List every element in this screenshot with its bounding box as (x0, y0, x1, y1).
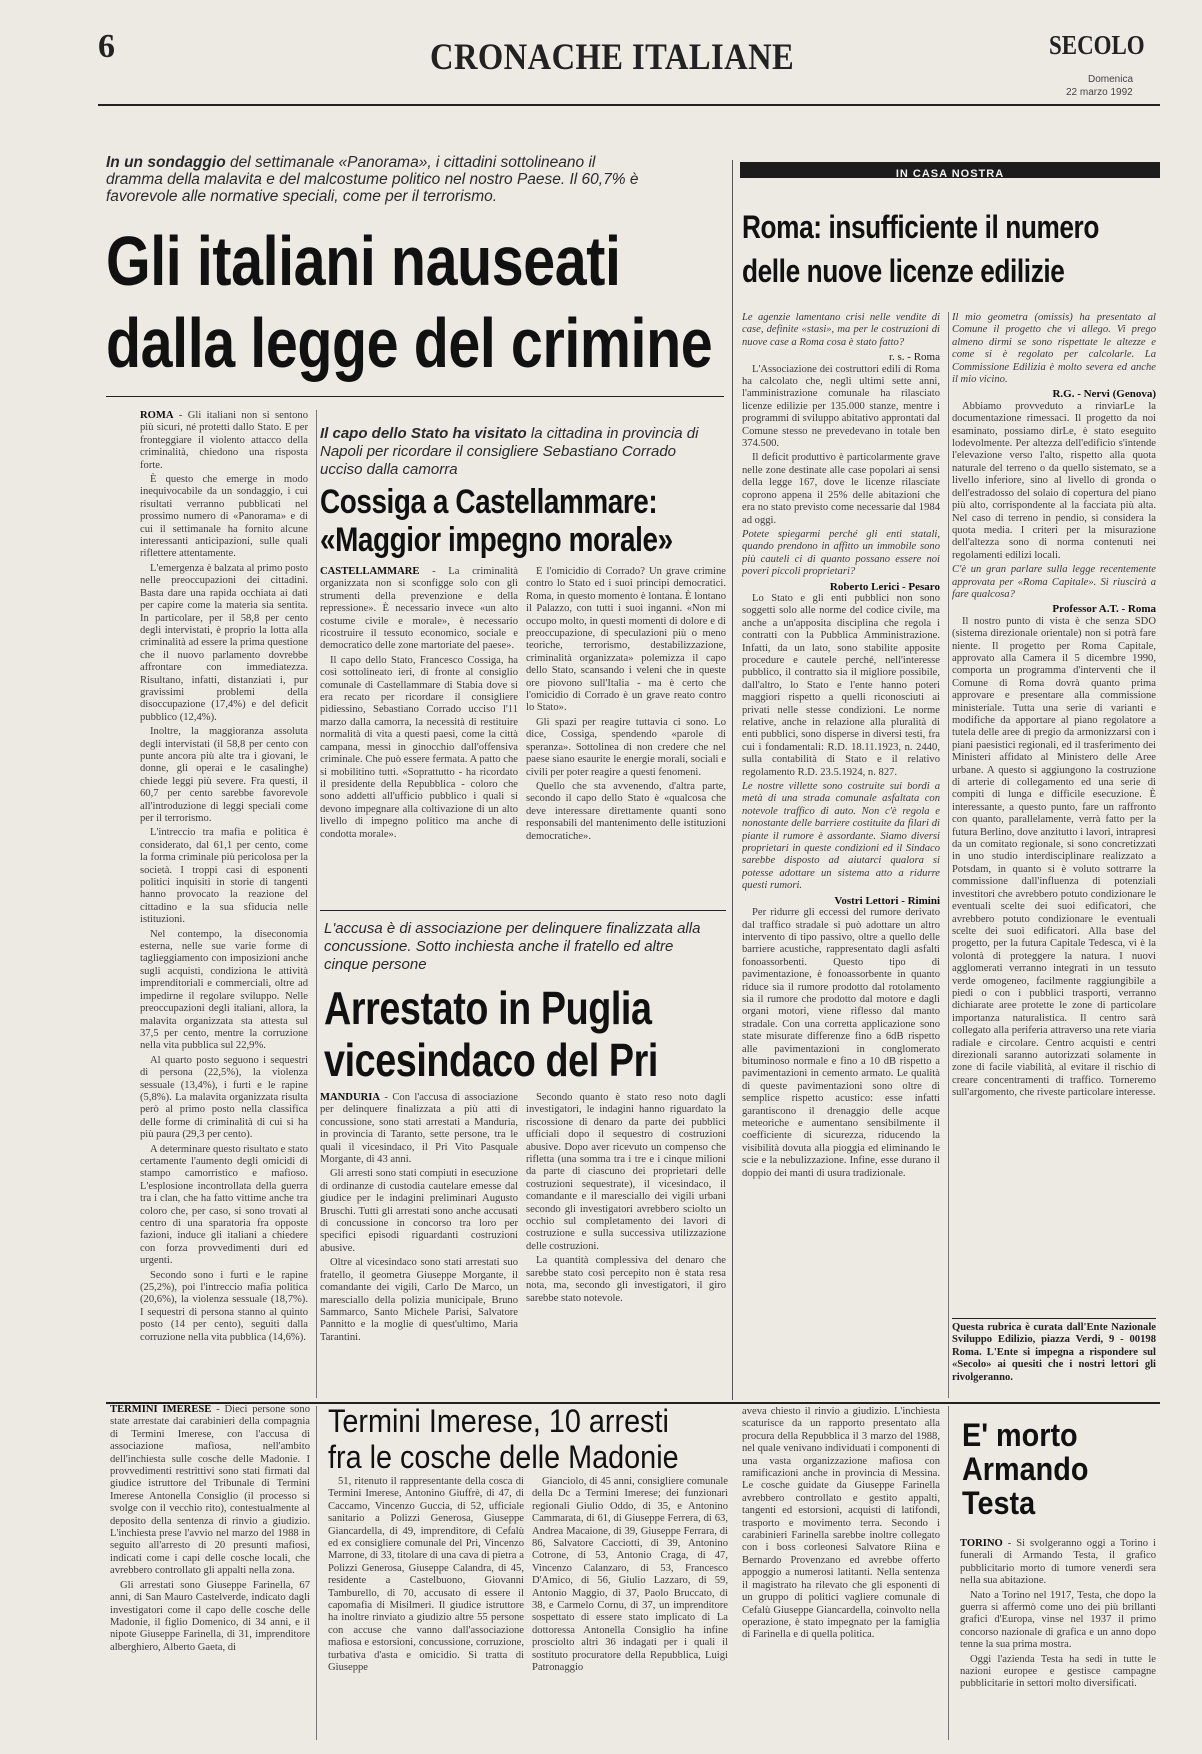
cossiga-headline-2: «Maggior impegno morale» (320, 521, 673, 559)
roma-letter-signature (952, 603, 1156, 615)
page-number: 6 (98, 28, 115, 65)
footer-note-text: Questa rubrica è curata dall'Ente Nazionale Sviluppo Edilizio, piazza Verdi, 9 - 00198 Roma. L'Ente si impegna a rispondere sul «Secolo» ai quesiti che i nostri lettori gli rivolgeranno. (952, 1322, 1156, 1383)
puglia-headline-1: Arrestato in Puglia (324, 982, 652, 1034)
testa-dateline: TORINO (960, 1538, 1003, 1549)
roma-headline-1: Roma: insufficiente il numero (742, 209, 1099, 245)
signature-text: R.G. - Nervi (Genova) (1052, 388, 1156, 401)
main-body: ROMA - Gli italiani non si sentono più sicuri, né protetti dallo Stato. E per fronteggiare il violento attacco della criminalità, chiedono una risposta forte. È questo che emerge in modo inequivocabile da un sondaggio, i cui risultati verranno pubblicati nel prossimo numero di «Panorama» e di cui il settimanale ha fornito alcune interessanti anticipazioni, sulle quali riflettere attentamente. L'emergenza è balzata al primo posto nelle preoccupazioni dei cittadini. Basta dare una rapida occhiata ai dati per capire come la materia sia sentita. In particolare, per il 58,8 per cento degli intervistati, è proprio la lotta alla criminalità ad essere la prima questione che il nuovo parlamento dovrebbe affrontare con immediatezza. Risultano, infatti, distanziati i, pur gravissimi problemi della disoccupazione (17,4%) e del deficit pubblico (12,4%). Inoltre, la maggioranza assoluta degli intervistati (il 58,8 per cento con punte ancora più alte tra i giovani, le donne, gli operai e le casalinghe) chiede leggi più severe. Fra questi, il 60,7 per cento sarebbe favorevole all'introduzione di leggi speciali come per il terrorismo. L'intreccio tra mafia e politica è considerato, dal 61,1 per cento, come la forma criminale più pericolosa per la società. I troppi casi di esponenti politici inquisiti in storie di tangenti hanno provocato la reazione del cittadino e la sua sfiducia nelle istituzioni. Nel contempo, la diseconomia esterna, nelle sue varie forme di taglieggiamento con imposizioni anche sugli acquisti, condiziona le attività imprenditoriali e commerciali, oltre ad impedirne il regolare sviluppo. Nelle preoccupazioni degli italiani, allora, la malavita organizzata sta attesta sul 37,5 per cento, mentre la corruzione nella vita pubblica sul 22,9%. Al quarto posto seguono i sequestri di persona (22,5%), la violenza sessuale (13,4%), i furti e le rapine (5,8%). La malavita organizzata risulta però al primo posto nella classifica delle forme di criminalità di cui si ha più paura (29,3 per cento). A determinare questo risultato e stato certamente l'aumento degli omicidi di stampo camorristico e mafioso. L'esplosione incontrollata della guerra tra i clan, che ha fatto vittime anche tra coloro che, per caso, si sono trovati al centro di una sparatoria fra opposte fazioni, induce gli italiani a chiedere con forza provvedimenti duri ed urgenti. Secondo sono i furti e le rapine (25,2%), poi l'intreccio mafia politica (20,6%), la violenza sessuale (18,7%). I sequestri di persona stanno al quinto posto (14 per cento), seguiti dalla corruzione nella vita pubblica (14,6%). (140, 410, 308, 1343)
termini-paragraph: Gli arrestati sono Giuseppe Farinella, 67 anni, di San Mauro Castelverde, indicato dagli investigatori come il capo delle cosche delle Madonie, il figlio Domenico, di 34 anni, e il nipote Giuseppe Farinella, di 31, imprenditore alberghiero, Alberto Gaeta, di (110, 1579, 310, 1653)
puglia-kicker-text: L'accusa è di associazione per delinquere finalizzata alla concussione. Sotto inchiesta anche il fratello ed altre cinque persone (324, 920, 701, 973)
puglia-paragraph: Oltre al vicesindaco sono stati arrestati suo fratello, il geometra Giuseppe Morgante, il comandante dei vigili, Carlo De Marco, un maresciallo della polizia municipale, Bruno Sammarco, Santo Michele Parisi, Salvatore Pannitto e la moglie di quest'ultimo, Maria Tarantini. (320, 1257, 518, 1343)
main-headline-1: Gli italiani nauseati (106, 222, 621, 300)
main-paragraph: È questo che emerge in modo inequivocabile da un sondaggio, i cui risultati verranno pubblicati nel prossimo numero di «Panorama» e di cui il settimanale ha fornito alcune interessanti anticipazioni, sulle quali riflettere attentamente. (140, 474, 308, 560)
main-headline-2: dalla legge del crimine (106, 304, 713, 382)
in-casa-nostra-label: IN CASA NOSTRA (895, 168, 1005, 180)
testa-paragraph: Nato a Torino nel 1917, Testa, che dopo la guerra si affermò come uno dei più brillanti grafici d'Europa, vinse nel 1937 il primo concorso nazionale di grafica e un anno dopo tenne la sua prima mostra. (960, 1589, 1156, 1651)
puglia-paragraph: La quantità complessiva del denaro che sarebbe stato così percepito non è stata resa nota, ma, secondo gli investigatori, il giro sarebbe stato notevole. (526, 1255, 726, 1304)
cossiga-rule (320, 910, 726, 911)
testa-headline-1: E' morto (962, 1417, 1078, 1453)
cossiga-paragraph: La criminalità organizzata non si sconfigge solo con gli strumenti della prevenzione e della repressione». È necessario invece «un alto costume civile e morale», è necessario ricostruire il tessuto economico, sociale e democratico delle zone martoriate del paese». (320, 566, 518, 652)
roma-letter-signature (742, 895, 940, 907)
cossiga-paragraph: Quello che sta avvenendo, d'altra parte, secondo il capo dello Stato è «qualcosa che deve interessare direttamente quanti sono responsabili del mantenimento delle istituzioni democratiche». (526, 780, 726, 842)
main-paragraph: Nel contempo, la diseconomia esterna, nelle sue varie forme di taglieggiamento con imposizioni anche sugli acquisti, condiziona le attività imprenditoriali e commerciali, oltre ad impedirne il regolare sviluppo. Nelle preoccupazioni degli italiani, allora, la malavita organizzata sta attesta sul 37,5 per cento, mentre la corruzione nella vita pubblica sul 22,9%. (140, 928, 308, 1052)
testa-body: TORINO - Si svolgeranno oggi a Torino i funerali di Armando Testa, il grafico pubblicitario morto di tumore venerdì sera nella sua abitazione. Nato a Torino nel 1917, Testa, che dopo la guerra si affermò come uno dei più brillanti grafici d'Europa, vinse nel 1937 il primo concorso nazionale di grafica e un anno dopo tenne la sua prima mostra. Oggi l'azienda Testa ha sedi in tutte le nazioni europee e gestisce campagne pubblicitarie in settori molto diversificati. (960, 1538, 1156, 1690)
termini-col-1: TERMINI IMERESE - Dieci persone sono state arrestate dai carabinieri della compagnia di Termini Imerese, con l'accusa di associazione mafiosa, nell'ambito dell'inchiesta sulle cosche delle Madonie. I provvedimenti restrittivi sono stati firmati dal giudice istruttore del Tribunale di Termini Imerese Antonella Consiglio (il processo si svolge con il vecchio rito), contestualmente al deposito della sentenza di rinvio a giudizio. L'inchiesta prese l'avvio nel marzo del 1988 in seguito all'arresto di 20 presunti mafiosi, indicati come i capi delle cosche locali, che avrebbero controllato gli appalti nella zona. Gli arrestati sono Giuseppe Farinella, 67 anni, di San Mauro Castelverde, indicato dagli investigatori come il capo delle cosche delle Madonie, il figlio Domenico, di 34 anni, e il nipote Giuseppe Farinella, di 31, imprenditore alberghiero, Alberto Gaeta, di (110, 1404, 310, 1653)
section-title: CRONACHE ITALIANE (430, 37, 795, 78)
main-paragraph: Inoltre, la maggioranza assoluta degli intervistati (il 58,8 per cento con punte ancora più alte tra i giovani, le donne, gli operai e le casalinghe) chiede leggi più severe. Fra questi, il 60,7 per cento sarebbe favorevole all'introduzione di leggi speciali come per il terrorismo. (140, 726, 308, 824)
testa-paragraph: Si svolgeranno oggi a Torino i funerali di Armando Testa, il grafico pubblicitario morto di tumore venerdì sera nella sua abitazione. (960, 1538, 1156, 1587)
cossiga-paragraph: Gli spazi per reagire tuttavia ci sono. Lo dice, Cossiga, spendendo «parole di speranza». Sottolinea di non credere che nel paese siano esaurite le energie morali, sociali e civili per poter reagire a questi fenomeni. (526, 716, 726, 778)
puglia-paragraph: Con l'accusa di associazione per delinquere finalizzata a più atti di concussione, sono stati arrestati a Manduria, in provincia di Taranto, sette persone, tra le quali il vicesindaco, il Pri Vito Pasquale Morgante, di 43 anni. (320, 1092, 518, 1166)
cossiga-kicker (320, 425, 700, 479)
masthead-rule (98, 104, 1160, 106)
main-paragraph: L'emergenza è balzata al primo posto nelle preoccupazioni dei cittadini. Basta dare una rapida occhiata ai dati per capire come la materia sia sentita. In particolare, per il 58,8 per cento degli intervistati, è proprio la lotta alla criminalità ad essere la prima questione che il nuovo parlamento dovrebbe affrontare con immediatezza. Risultano, infatti, distanziati i, pur gravissimi problemi della disoccupazione (17,4%) e del deficit pubblico (12,4%). (140, 562, 308, 723)
issue-day: Domenica (1088, 74, 1134, 85)
roma-footer-note (952, 1322, 1156, 1398)
roma-answer: Abbiamo provveduto a rinviarLe la documentazione rimessaci. Il progetto da noi esaminato, possiamo dirLe, è stato eseguito lodevolmente. Per altezza dell'edificio s'intende l'elevazione verso l'alto, rispetto alla quota naturale del terreno o da quello sistemato, se a livello inferiore, sino al livello di gronda o dell'estradosso del solaio di copertura del piano più alto, corrispondente al la facciata più alta. Nel caso di terreno in pendio, si considera la quota media. I criteri per la misurazione dell'altezza sono di norma contenuti nei regolamenti edilizi locali. (952, 400, 1156, 561)
testa-headline-2: Armando (962, 1451, 1089, 1487)
roma-answer: Il nostro punto di vista è che senza SDO (sistema direzionale orientale) non si potrà fare niente. Il progetto per Roma Capitale, approvato alla Camera il 5 dicembre 1990, comporta un programma d'interventi che il Comune di Roma dovrà quanto prima approvare e presentare alla commissione ministeriale. Tutta una serie di varianti e modifiche da apportare al piano regolatore a tutela delle aree di pregio da armonizzarsi con i piani paesistici regionali, ed il trasferimento dei Ministeri affidato al Ministero delle Aree urbane. A questo si aggiungono la costruzione di arterie di collegamento ed una serie di compiti di lunga e difficile esecuzione. È interessante, a questo punto, fare un raffronto con quanto, parallelamente, verrà fatto per la futura Berlino, dove anzitutto i lavori, intrapresi da un comitato regionale, si sono concretizzati in uno studio interdisciplinare realizzato a Potsdam, in quanto si è voluto sottrarre la commissione dall'influenza di potenziali investitori che avrebbero potuto condizionare le eventuali scelte dei suoi edificatori, che avrebbero potuto condizionare le eventuali scelte dei suoi edificatori. Alla base del progetto, per la futura Capitale Tedesca, vi è la volontà di proteggere la natura. I nuovi agglomerati verranno integrati in un tessuto verde omogeneo, facilmente raggiungibile a piedi o con i pubblici trasporti, verranno dichiarate aree protette le zone di particolare importanza naturalistica. Il centro sarà collegato alla periferia attraverso una rete viaria radiale e circolare. Centro acquisti e centri direzionali saranno autorizzati solamente in zone di facile viabilità, al evitare il rischio di creare concentramenti di traffico. Torneremo sull'argomento, che riveste particolare interesse. (952, 615, 1156, 1099)
in-casa-nostra-band (740, 162, 1160, 178)
signature-text: Vostri Lettori - Rimini (834, 894, 940, 907)
puglia-dateline: MANDURIA (320, 1092, 381, 1103)
puglia-body-left: MANDURIA - Con l'accusa di associazione per delinquere finalizzata a più atti di concussione, sono stati arrestati a Manduria, in provincia di Taranto, sette persone, tra le quali il vicesindaco, il Pri Vito Pasquale Morgante, di 43 anni. Gli arresti sono stati compiuti in esecuzione di ordinanze di custodia cautelare emesse dal giudice per le indagini preliminari Augusto Bruschi. Tutti gli arrestati sono anche accusati di concussione in concorso tra loro per specifici episodi riguardanti costruzioni abusive. Oltre al vicesindaco sono stati arrestati suo fratello, il geometra Giuseppe Morgante, il comandante dei vigili, Carlo De Marco, un maresciallo della polizia municipale, Bruno Sammarco, Santo Michele Parisi, Salvatore Pannitto e la moglie di quest'ultimo, Maria Tarantini. (320, 1092, 518, 1343)
roma-column-b (952, 312, 1156, 1312)
section-divider (732, 160, 733, 1400)
roma-letter: C'è un gran parlare sulla legge recentemente approvata per «Roma Capitale». Si riuscirà a fare qualcosa? (952, 564, 1156, 600)
main-paragraph: A determinare questo risultato e stato certamente l'aumento degli omicidi di stampo camorristico e mafioso. L'esplosione incontrollata della guerra tra i clan, che ha fatto vittime anche tra coloro che, per caso, si sono trovati al centro di una sparatoria fra opposte fazioni, induce gli italiani a chiedere con forza provvedimenti duri ed urgenti. (140, 1143, 308, 1267)
main-paragraph: Gli italiani non si sentono più sicuri, né protetti dallo Stato. E per fronteggiare il violento attacco della criminalità, chiedono una risposta forte. (140, 410, 308, 471)
cossiga-body-left: CASTELLAMMARE - La criminalità organizzata non si sconfigge solo con gli strumenti della prevenzione e della repressione». È necessario invece «un alto costume civile e morale», è necessario ricostruire il tessuto economico, sociale e democratico delle zone martoriate del paese». Il capo dello Stato, Francesco Cossiga, ha così sottolineato ieri, di fronte al consiglio comunale di Castellammare di Stabia dove si era recato per ricordare il consigliere pidiessino, Sebastiano Corrado ucciso l'11 marzo dalla camorra, la necessità di restituire normalità di vita a questi paesi, come la città campana, messi in ginocchio dall'offensiva criminale. Che può essere fermata. A patto che si mobilitino tutti. «Soprattutto - ha ricordato il presidente della Repubblica - coloro che sono addetti all'ufficio pubblico i quali si devono impegnare alla coltivazione di un alto livello di impegno politico ma anche di condotta morale». (320, 566, 518, 840)
termini-paragraph: 51, ritenuto il rappresentante della cosca di Termini Imerese, Antonino Giuffrè, di 47, di Caccamo, Vincenzo Guccia, di 52, ufficiale sanitario a Polizzi Generosa, Giuseppe Giancardella, di 49, imprenditore, di Cefalù ed ex consigliere comunale del Pri, Vincenzo Marrone, di 33, titolare di una cava di pietra a Polizzi Generosa, Giuseppe Calandra, di 45, residente a Castelbuono, Giovanni Tamburello, di 70, accusato di essere il capomafia di Misilmeri. Il giudice istruttore ha inoltre rinviato a giudizio altre 55 persone con accuse che vanno dall'associazione mafiosa e estorsioni, concussione, corruzione, turbativa d'asta e omicidio. Si tratta di Giuseppe (328, 1476, 524, 1674)
testa-headline-3: Testa (962, 1485, 1036, 1521)
main-kicker-bold: In un sondaggio (106, 154, 226, 171)
puglia-body-right (526, 1092, 726, 1398)
puglia-kicker (324, 920, 704, 974)
termini-col-3 (532, 1476, 728, 1740)
roma-answer: L'Associazione dei costruttori edili di Roma ha calcolato che, negli ultimi sette anni, l'amministrazione comunale ha rilasciato licenze edilizie per 135.000 stanze, mentre i programmi di sviluppo abitativo approntati dal Comune stesso ne prevedevano in totale ben 374.500. (742, 363, 940, 450)
signature-text: Roberto Lerici - Pesaro (829, 580, 940, 593)
paper-name: SECOLO (1049, 30, 1145, 60)
termini-headline-1: Termini Imerese, 10 arresti (328, 1403, 669, 1439)
main-paragraph: L'intreccio tra mafia e politica è considerato, dal 61,1 per cento, come la forma criminale più pericolosa per la società. I troppi casi di esponenti politici inquisiti in storie di tangenti hanno provocato la reazione del cittadino e la sua sfiducia nelle istituzioni. (140, 827, 308, 926)
roma-answer: Per ridurre gli eccessi del rumore derivato dal traffico stradale si può adottare un altro intervento di tipo passivo, oltre a quello delle barriere acustiche, rappresentato dagli asfalti fonoassorbenti. Questo tipo di pavimentazione, è fonoassorbente in quanto riduce sia il rumore prodotto dal rotolamento sia il rumore che prodotto dal motore e dagli organi motori, viene riflesso dal manto stradale. Con una corretta applicazione sono state misurate differenze fino a 6dB rispetto alle pavimentazioni in conglomerato bituminoso normale e fino a 10 dB rispetto a pavimentazioni in cemento armato. Le qualità di queste pavimentazioni sono oltre di semplice rispetto acustico: esse infatti garantiscono il drenaggio delle acque meteoriche e aumentano sensibilmente il coefficiente di sicurezza, riducendo la visibilità dovuta alla pioggia ed eliminando le scie e la nebulizzazione. Infine, esse durano il doppio dei manti di usura tradizionale. (742, 907, 940, 1179)
cossiga-kicker-rest: la cittadina in provincia di Napoli per ricordare il consigliere Sebastiano Corrado ucciso dalla camorra (320, 425, 699, 478)
cossiga-headline-1: Cossiga a Castellammare: (320, 483, 658, 521)
column-divider (316, 410, 317, 1398)
footer-note-rule (952, 1318, 1156, 1319)
main-kicker-rest: del settimanale «Panorama», i cittadini sottolineano il dramma della malavita e del malcostume politico nel nostro Paese. Il 60,7% è favorevole alle normative speciali, come per il terrorismo. (106, 154, 639, 205)
main-kicker (106, 154, 646, 205)
cossiga-body-right (526, 566, 726, 902)
roma-answer: Il deficit produttivo è particolarmente grave nelle zone destinate alle case popolari ai sensi della legge 167, dove le licenze rilasciate coprono appena il 25% delle abitazioni che era no stato previsto come necessarie dal 1984 ad oggi. (742, 452, 940, 526)
termini-headline-2: fra le cosche delle Madonie (328, 1439, 679, 1475)
main-dateline: ROMA (140, 410, 174, 421)
roma-letter-signature (952, 388, 1156, 400)
termini-dateline: TERMINI IMERESE (110, 1404, 212, 1415)
column-divider (948, 1406, 949, 1740)
cossiga-paragraph: Il capo dello Stato, Francesco Cossiga, ha così sottolineato ieri, di fronte al consiglio comunale di Castellammare di Stabia dove si era recato per ricordare il consigliere pidiessino, Sebastiano Corrado ucciso l'11 marzo dalla camorra, la necessità di restituire normalità di vita a questi paesi, come la città campana, messi in ginocchio dall'offensiva criminale. Che può essere fermata. A patto che si mobilitino tutti. «Soprattutto - ha ricordato il presidente della Repubblica - coloro che sono addetti all'ufficio pubblico i quali si devono impegnare alla coltivazione di un alto livello di impegno politico ma anche di condotta morale». (320, 654, 518, 840)
testa-paragraph: Oggi l'azienda Testa ha sedi in tutte le nazioni europee e gestisce campagne pubblicitarie in settori molto diversificati. (960, 1653, 1156, 1690)
roma-answer: Lo Stato e gli enti pubblici non sono soggetti solo alle norme del codice civile, ma anche a un'apposita disciplina che regola i contratti con la Pubblica Amministrazione. Infatti, da un lato, sono stabilite apposite procedure e cautele perché, nell'interesse pubblico, il contratto sia il migliore possibile, dall'altro, lo Stato e l'ente hanno poteri maggiori rispetto a quelli riconosciuti ai privati nelle stesse condizioni. Le norme relative, anche in relazione alla pluralità di enti pubblici, sono disperse in diversi testi, fra cui i fondamentali: R.D. 18.11.1923, n. 2440, sulla contabilità di Stato e il relativo regolamento R.D. 23.5.1924, n. 827. (742, 592, 940, 778)
main-paragraph: Secondo sono i furti e le rapine (25,2%), poi l'intreccio mafia politica (20,6%), la violenza sessuale (18,7%). I sequestri di persona stanno al quinto posto (14 per cento), seguiti dalla corruzione nella vita pubblica (14,6%). (140, 1269, 308, 1343)
termini-paragraph: aveva chiesto il rinvio a giudizio. L'inchiesta scaturisce da un rapporto presentato alla procura della Repubblica il 3 marzo del 1988, nel quale venivano individuati i componenti di una vasta organizzazione mafiosa con ramificazioni anche in provincia di Messina. Le cosche guidate da Giuseppe Farinella avrebbero controllato e gestito appalti, tangenti ed estorsioni, acquisti di latifondi, trasporto e movimento terra. Secondo i carabinieri Farinella sarebbe inoltre collegato con i boss corleonesi Salvatore Riina e Bernardo Provenzano ed avrebbe offerto appoggio a numerosi latitanti. Nella sentenza il magistrato ha rilevato che gli esponenti di un gruppo di politici vagliere comunale di Cefalù Giuseppe Giancardella, coinvolto nella operazione, è stato impegnato per la famiglia di Farinella e di quella politica. (742, 1406, 940, 1641)
termini-paragraph: Gianciolo, di 45 anni, consigliere comunale della Dc a Termini Imerese; dei funzionari regionali Giulio Oddo, di 35, e Antonino Cammarata, di 61, di Giuseppe Ferrera, di 63, Andrea Macaione, di 39, Giuseppe Ferrara, di 86, Salvatore Cacciotti, di 39, Antonino Cotrone, di 53, Antonio Craga, di 47, Vincenzo Calanzaro, di 53, Francesco D'Amico, di 56, Giulio Lazzaro, di 59, Antonio Maggio, di 37, Paolo Bruccato, di 38, e Carmelo Cornu, di 37, un imprenditore sospettato di essere stato implicato di La dottoressa Antonella Consiglio ha infine prosciolto altri 36 indagati per i quali il sostituto procuratore della Repubblica, Luigi Patronaggio (532, 1476, 728, 1674)
puglia-headline-2: vicesindaco del Pri (324, 1034, 658, 1086)
roma-letter: Le nostre villette sono costruite sui bordi a metà di una strada comunale asfaltata con notevole traffico di auto. Non c'è regola e nonostante delle barriere costituite da filari di piante il rumore è assordante. Siamo diversi proprietari in queste condizioni ed il Sindaco sarebbe disposto ad aiutarci qualora si potesse adottare un sistema atto a ridurre questi rumori. (742, 781, 940, 892)
column-divider (316, 1406, 317, 1740)
termini-paragraph: Dieci persone sono state arrestate dai carabinieri della compagnia di Termini Imerese, con l'accusa di associazione mafiosa, nell'ambito dell'inchiesta sulle cosche delle Madonie. I provvedimenti restrittivi sono stati firmati dal giudice istruttore del Tribunale di Termini Imerese Antonella Consiglio (il processo si svolge con il vecchio rito), contestualmente al deposito della sentenza di rinvio a giudizio. L'inchiesta prese l'avvio nel marzo del 1988 in seguito all'arresto di 20 presunti mafiosi, indicati come i capi delle cosche locali, che avrebbero controllato gli appalti nella zona. (110, 1404, 310, 1577)
puglia-paragraph: Gli arresti sono stati compiuti in esecuzione di ordinanze di custodia cautelare emesse dal giudice per le indagini preliminari Augusto Bruschi. Tutti gli arrestati sono anche accusati di concussione in concorso tra loro per specifici episodi riguardanti costruzioni abusive. (320, 1168, 518, 1254)
roma-headline-2: delle nuove licenze edilizie (742, 253, 1065, 289)
issue-date: 22 marzo 1992 (1066, 87, 1133, 98)
roma-letter-signature (742, 581, 940, 593)
cossiga-paragraph: È l'omicidio di Corrado? Un grave crimine contro lo Stato ed i suoi principi democratici. Roma, in questo momento è lontana. È lontano il Palazzo, con tutti i suoi inganni. «Non mi occupo molto, in questi momenti di dolore e di preoccupazione, di speculazioni più o meno teoriche, terrorismo, destabilizzazione, criminalità organizzata» polemizza il capo dello Stato, scansando i veleni che in queste ore piovono sull'Italia - ma è certo che l'omicidio di Corrado è un grave reato contro lo Stato». (526, 566, 726, 714)
main-paragraph: Al quarto posto seguono i sequestri di persona (22,5%), la violenza sessuale (13,4%), i furti e le rapine (5,8%). La malavita organizzata risulta però al primo posto nella classifica delle forme di criminalità di cui si ha più paura (29,3 per cento). (140, 1054, 308, 1141)
puglia-paragraph: Secondo quanto è stato reso noto dagli investigatori, le indagini hanno riguardato la riscossione di denaro da parte dei pubblici ufficiali dopo il sequestro di costruzioni abusive. Dopo aver ricevuto un compenso che rifletta (una somma tra i tre e i cinque milioni da parte di ciascuno dei proprietari delle costruzioni sequestrate), il vicesindaco, il comandante e il maresciallo dei vigili urbani secondo gli investigatori avrebbero sciolto un occhio sul completamento dei lavori di costruzione e sulla successiva utilizzazione delle costruzioni. (526, 1092, 726, 1252)
roma-letter: Le agenzie lamentano crisi nelle vendite di case, definite «stasi», ma per le costruzioni di nuove case a Roma cosa è stato fatto? (742, 312, 940, 348)
roma-letter: Il mio geometra (omissis) ha presentato al Comune il progetto che vi allego. Vi prego almeno dirmi se sono rispettate le altezze e come si è regolato per calcolarle. La Commissione Edilizia è molto severa ed anche il mio vicino. (952, 312, 1156, 386)
cossiga-dateline: CASTELLAMMARE (320, 566, 420, 577)
termini-col-4 (742, 1406, 940, 1740)
roma-letter: Potete spiegarmi perché gli enti statali, quando prendono in affitto un immobile sono più cauteli ci di quanto possano essere noi poveri piccoli proprietari? (742, 528, 940, 578)
roma-letter-signature: r. s. - Roma (888, 351, 940, 364)
main-headline-rule (106, 396, 724, 397)
column-divider (948, 312, 949, 1398)
roma-column-a (742, 312, 940, 1394)
cossiga-kicker-bold: Il capo dello Stato ha visitato (320, 425, 527, 442)
signature-text: Professor A.T. - Roma (1052, 603, 1156, 616)
termini-col-2 (328, 1476, 524, 1740)
